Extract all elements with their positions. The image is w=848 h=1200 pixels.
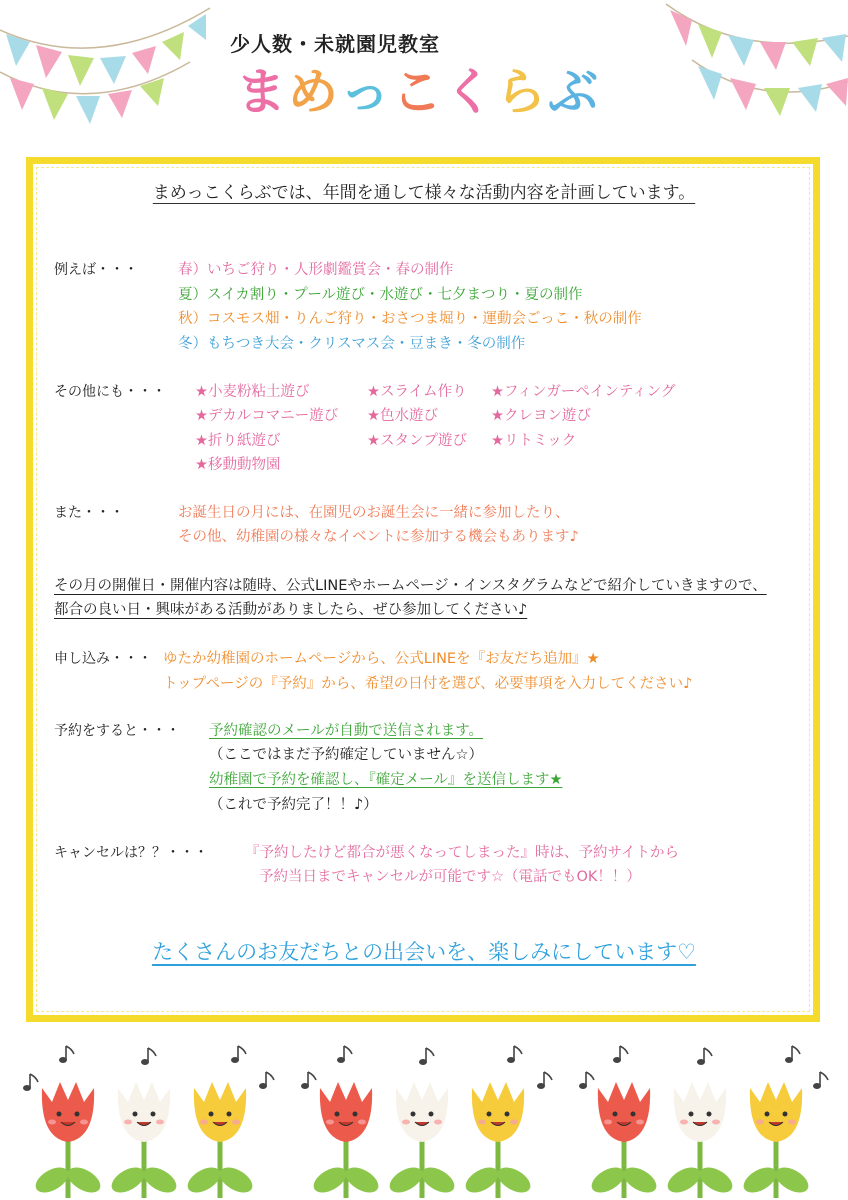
activity-item: ★移動動物園 (195, 457, 281, 473)
title-char: め (288, 63, 340, 121)
tulip-red-3 (587, 1082, 660, 1198)
intro-text: まめっこくらぶでは、年間を通して様々な活動内容を計画しています。 (152, 183, 696, 203)
title-char: っ (340, 63, 392, 121)
tulip-white-3 (663, 1082, 736, 1198)
tulip-white-2 (385, 1082, 458, 1198)
title-char: ら (496, 63, 548, 121)
tulip-yellow-3 (739, 1082, 812, 1198)
reserve-line-3: 幼稚園で予約を確認し、『確定メール』を送信します★ (209, 772, 563, 788)
closing-message (0, 936, 848, 966)
tulip-red-2 (309, 1082, 382, 1198)
bunting-right (662, 0, 848, 135)
apply-line-2: トップページの『予約』から、希望の日付を選び、必要事項を入力してください♪ (163, 676, 693, 692)
also-label: また・・・ (54, 505, 124, 521)
also-line-2: その他、幼稚園の様々なイベントに参加する機会もあります♪ (178, 529, 579, 545)
reserve-line-1: 予約確認のメールが自動で送信されます。 (209, 723, 484, 739)
winter-activities: 冬）もちつき大会・クリスマス会・豆まき・冬の制作 (178, 336, 526, 352)
reserve-line-4: （これで予約完了！！♪） (209, 797, 378, 813)
others-label: その他にも・・・ (54, 384, 166, 400)
bunting-left (0, 0, 215, 135)
tulip-border (0, 1038, 848, 1200)
activity-item: ★折り紙遊び (195, 433, 281, 449)
apply-label: 申し込み・・・ (54, 651, 152, 667)
title-char: ま (236, 63, 288, 121)
cancel-label: キャンセルは？？・・・ (54, 845, 208, 861)
activity-item: ★フィンガーペインティング (491, 384, 676, 400)
title-logo (236, 52, 600, 124)
notice-line-2: 都合の良い日・興味がある活動がありましたら、ぜひ参加してください♪ (54, 602, 528, 618)
title-char: こ (392, 63, 444, 121)
activity-item: ★スライム作り (367, 384, 467, 400)
apply-line-1: ゆたか幼稚園のホームページから、公式LINEを『お友だち追加』★ (163, 651, 600, 667)
tulip-white-1 (107, 1082, 180, 1198)
tulip-yellow-2 (461, 1082, 534, 1198)
examples-label: 例えば・・・ (54, 262, 138, 278)
also-line-1: お誕生日の月には、在園児のお誕生会に一緒に参加したり、 (178, 505, 570, 521)
title-char: ぶ (548, 63, 600, 121)
tulip-yellow-1 (183, 1082, 256, 1198)
cancel-line-2: 予約当日までキャンセルが可能です☆（電話でもOK！！） (259, 869, 641, 885)
activity-item: ★クレヨン遊び (491, 408, 591, 424)
title-char: く (444, 63, 496, 121)
subtitle: 少人数・未就園児教室 (230, 32, 440, 56)
closing-text: たくさんのお友だちとの出会いを、楽しみにしています♡ (152, 940, 696, 964)
reserve-label: 予約をすると・・・ (54, 723, 180, 739)
notice-line-1: その月の開催日・開催内容は随時、公式LINEやホームページ・インスタグラムなどで紹介していきますので、 (54, 578, 767, 594)
summer-activities: 夏）スイカ割り・プール遊び・水遊び・七夕まつり・夏の制作 (178, 287, 583, 303)
activity-item: ★デカルコマニー遊び (195, 408, 339, 424)
activity-item: ★小麦粉粘土遊び (195, 384, 310, 400)
activity-item: ★リトミック (491, 433, 577, 449)
reserve-line-2: （ここではまだ予約確定していません☆） (209, 747, 483, 763)
spring-activities: 春）いちご狩り・人形劇鑑賞会・春の制作 (178, 262, 454, 278)
activity-item: ★スタンプ遊び (367, 433, 467, 449)
intro-heading (0, 178, 848, 203)
activity-item: ★色水遊び (367, 408, 438, 424)
tulip-red-1 (31, 1082, 104, 1198)
autumn-activities: 秋）コスモス畑・りんご狩り・おさつま堀り・運動会ごっこ・秋の制作 (178, 311, 642, 327)
cancel-line-1: 『予約したけど都合が悪くなってしまった』時は、予約サイトから (245, 845, 679, 861)
